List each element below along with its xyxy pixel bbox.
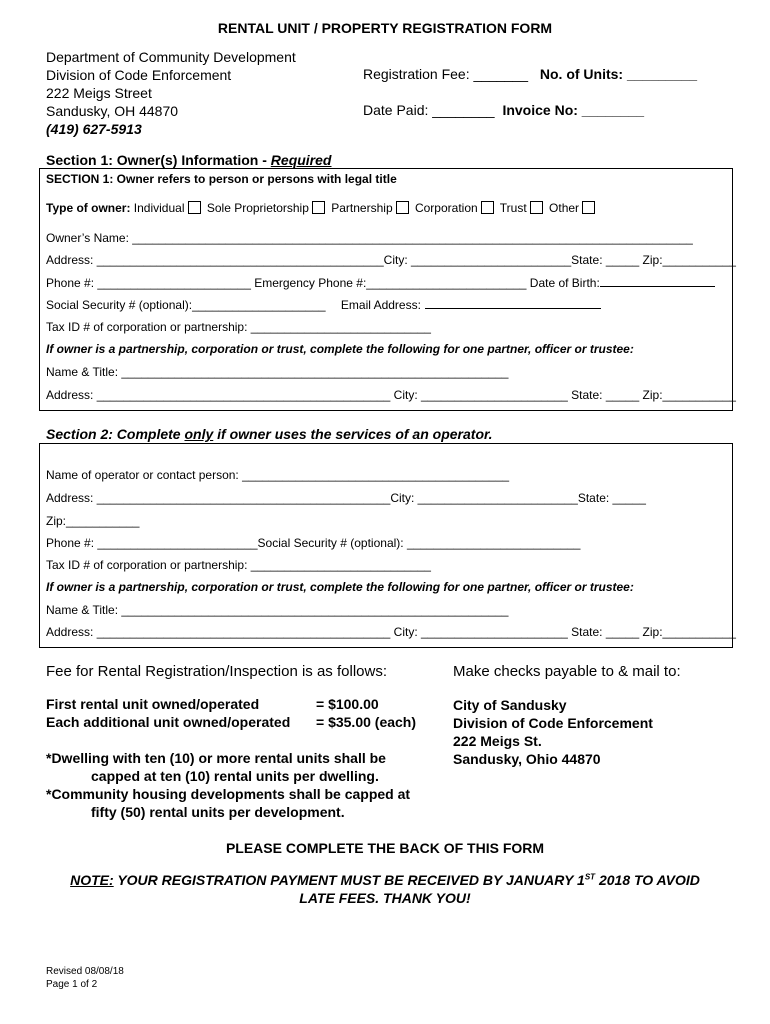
owner-email-blank[interactable] xyxy=(425,297,601,309)
payable-line-4: Sandusky, Ohio 44870 xyxy=(453,751,601,767)
department-address xyxy=(46,48,296,138)
note-sup: ST xyxy=(584,872,596,882)
section2-heading-only: only xyxy=(184,426,214,442)
owner-phone-row[interactable] xyxy=(46,275,715,290)
payable-address xyxy=(453,696,653,768)
footer xyxy=(46,965,124,991)
complete-back-notice: PLEASE COMPLETE THE BACK OF THIS FORM xyxy=(225,840,545,856)
section1-partner-address-field[interactable]: Address: ____________________________________________ City: ______________________ State: _____ Zip:___________ xyxy=(46,388,736,402)
payable-line-3: 222 Meigs St. xyxy=(453,733,542,749)
page-number: Page 1 of 2 xyxy=(46,979,98,990)
payment-note xyxy=(0,872,770,888)
section1-box-heading: SECTION 1: Owner refers to person or persons with legal title xyxy=(46,172,397,186)
address-line-1: Department of Community Development xyxy=(46,49,296,65)
fee-note2-line2: fifty (50) rental units per development. xyxy=(91,804,345,820)
section2-partner-address-field[interactable]: Address: ____________________________________________ City: ______________________ State: _____ Zip:___________ xyxy=(46,625,736,639)
operator-address-field[interactable]: Address: ____________________________________________City: ________________________State: _____ xyxy=(46,491,646,505)
fee-note1-line1: *Dwelling with ten (10) or more rental units shall be xyxy=(46,750,386,766)
fee-first-label: First rental unit owned/operated xyxy=(46,696,260,712)
operator-phone-field[interactable]: Phone #: ________________________Social Security # (optional): __________________________ xyxy=(46,536,581,550)
owner-type-corporation-label: Corporation xyxy=(414,201,478,215)
payable-line-2: Division of Code Enforcement xyxy=(453,715,653,731)
fee-note2-line1: *Community housing developments shall be capped at xyxy=(46,786,411,802)
section2-heading-suffix: if owner uses the services of an operator. xyxy=(213,426,493,442)
owner-type-other-checkbox[interactable] xyxy=(582,201,595,214)
owner-address-field[interactable]: Address: ___________________________________________City: ________________________State: _____ Zip:___________ xyxy=(46,253,736,267)
fee-note1-line2: capped at ten (10) rental units per dwelling. xyxy=(91,768,379,784)
address-line-2: Division of Code Enforcement xyxy=(46,67,232,83)
date-of-birth-blank[interactable] xyxy=(600,275,715,287)
owner-phone-fields[interactable]: Phone #: _______________________ Emergency Phone #:________________________ Date of Birth: xyxy=(46,276,600,290)
fee-additional-value: = $35.00 (each) xyxy=(316,714,417,730)
owner-taxid-field[interactable]: Tax ID # of corporation or partnership: ___________________________ xyxy=(46,320,431,334)
section2-heading-prefix: Section 2: Complete xyxy=(46,426,185,442)
operator-name-field[interactable]: Name of operator or contact person: ________________________________________ xyxy=(46,468,510,482)
payable-line-1: City of Sandusky xyxy=(453,697,567,713)
invoice-no-field[interactable]: Invoice No: ________ xyxy=(502,102,645,118)
owner-ssn-row xyxy=(46,297,601,312)
fee-first-value: = $100.00 xyxy=(316,696,379,712)
owner-type-partnership-checkbox[interactable] xyxy=(396,201,409,214)
owner-type-partnership-label: Partnership xyxy=(331,201,393,215)
fee-additional-label: Each additional unit owned/operated xyxy=(46,714,291,730)
section1-heading-text: Section 1: Owner(s) Information - xyxy=(46,152,271,168)
address-line-3: 222 Meigs Street xyxy=(46,85,152,101)
operator-zip-field[interactable]: Zip:___________ xyxy=(46,514,140,528)
owners-name-field[interactable]: Owner’s Name: ____________________________________________________________________________________ xyxy=(46,231,693,245)
registration-fee-row xyxy=(363,66,697,82)
section1-partner-note: If owner is a partnership, corporation or trust, complete the following for one partner, officer or trustee: xyxy=(46,342,634,356)
operator-taxid-field[interactable]: Tax ID # of corporation or partnership: ___________________________ xyxy=(46,558,431,572)
owner-type-corporation-checkbox[interactable] xyxy=(481,201,494,214)
address-line-4: Sandusky, OH 44870 xyxy=(46,103,179,119)
department-phone: (419) 627-5913 xyxy=(46,121,142,137)
fees-heading: Fee for Rental Registration/Inspection is as follows: xyxy=(46,663,387,680)
owner-email-label: Email Address: xyxy=(340,298,421,312)
section1-name-title-field[interactable]: Name & Title: __________________________________________________________ xyxy=(46,365,509,379)
payment-note-line2: LATE FEES. THANK YOU! xyxy=(299,890,471,906)
owner-type-individual-checkbox[interactable] xyxy=(188,201,201,214)
owner-type-sole-checkbox[interactable] xyxy=(312,201,325,214)
owner-type-other-label: Other xyxy=(549,201,580,215)
owner-type-row xyxy=(46,201,598,215)
payable-heading: Make checks payable to & mail to: xyxy=(453,663,681,680)
section2-heading xyxy=(46,426,493,442)
no-of-units-field[interactable]: No. of Units: _________ xyxy=(539,66,698,82)
date-paid-field[interactable]: Date Paid: ________ xyxy=(363,102,495,118)
note-text-end: 2018 TO AVOID xyxy=(595,872,700,888)
note-text: YOUR REGISTRATION PAYMENT MUST BE RECEIVED BY JANUARY 1 xyxy=(113,872,585,888)
type-of-owner-label: Type of owner: xyxy=(46,201,131,215)
owner-type-sole-label: Sole Proprietorship xyxy=(206,201,309,215)
owner-type-trust-label: Trust xyxy=(499,201,527,215)
date-paid-row xyxy=(363,102,644,118)
revised-date: Revised 08/08/18 xyxy=(46,966,124,977)
section1-heading xyxy=(46,152,331,168)
registration-fee-field[interactable]: Registration Fee: _______ xyxy=(363,66,528,82)
form-title: RENTAL UNIT / PROPERTY REGISTRATION FORM xyxy=(217,20,553,36)
section2-name-title-field[interactable]: Name & Title: __________________________________________________________ xyxy=(46,603,509,617)
owner-type-trust-checkbox[interactable] xyxy=(530,201,543,214)
owner-ssn-field[interactable]: Social Security # (optional):____________________ xyxy=(46,298,326,312)
owner-type-individual-label: Individual xyxy=(133,201,185,215)
section1-required: Required xyxy=(270,152,332,168)
section2-partner-note: If owner is a partnership, corporation or trust, complete the following for one partner, officer or trustee: xyxy=(46,580,634,594)
note-label: NOTE: xyxy=(70,872,114,888)
